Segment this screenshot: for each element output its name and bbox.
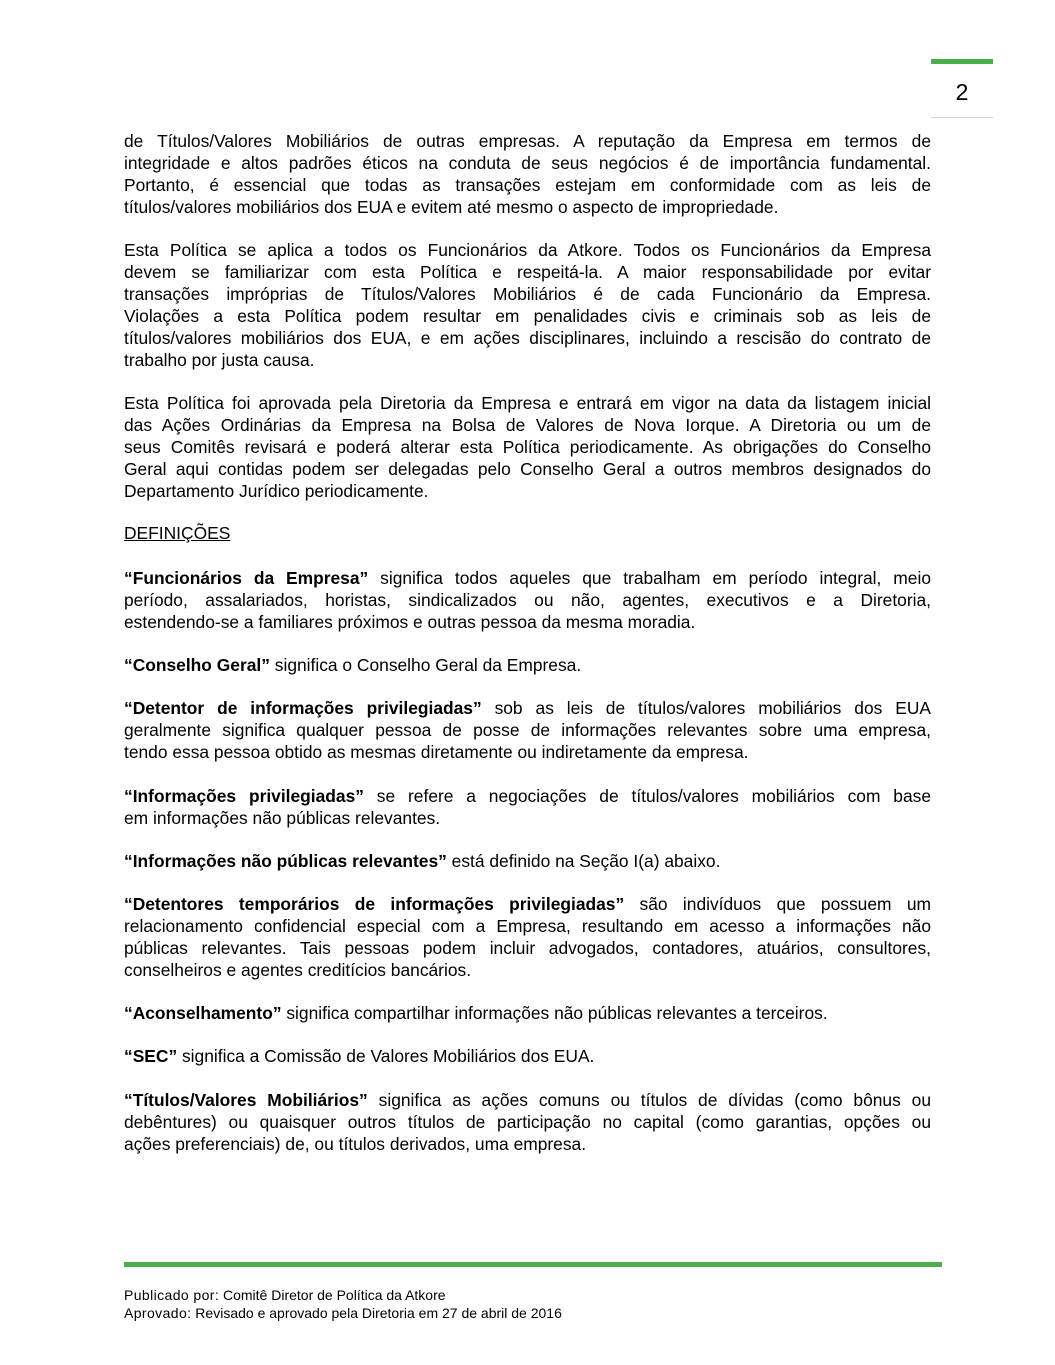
paragraph-3-line: Esta Política foi aprovada pela Diretoria da Empresa e entrará em vigor na data da listagem inicial <box>124 393 931 413</box>
definition-line: públicas relevantes. Tais pessoas podem incluir advogados, contadores, atuários, consultores, <box>124 938 931 958</box>
definition-line: geralmente significa qualquer pessoa de posse de informações relevantes sobre uma empresa, <box>124 720 931 740</box>
definition-term: “Detentor de informações privilegiadas” <box>124 698 482 718</box>
definition-line: tendo essa pessoa obtido as mesmas diretamente ou indiretamente da empresa. <box>124 742 749 762</box>
definition-term: “Títulos/Valores Mobiliários” <box>124 1090 368 1110</box>
paragraph-1-line: títulos/valores mobiliários dos EUA e evitem até mesmo o aspecto de impropriedade. <box>124 197 779 217</box>
paragraph-1-line: integridade e altos padrões éticos na conduta de seus negócios é de importância fundamental. <box>124 153 931 173</box>
definition-term: “Funcionários da Empresa” <box>124 568 369 588</box>
definition-first-line <box>124 1002 931 1024</box>
page-number: 2 <box>955 79 969 105</box>
definition-first-line <box>124 785 931 807</box>
definition-first-line <box>124 654 931 676</box>
paragraph-1-line: de Títulos/Valores Mobiliários de outras empresas. A reputação da Empresa em termos de <box>124 131 931 151</box>
footer-published-value: Comitê Diretor de Política da Atkore <box>219 1287 446 1303</box>
definition-first-line <box>124 1089 931 1111</box>
paragraph-3-line: das Ações Ordinárias da Empresa na Bolsa de Valores de Nova Iorque. A Diretoria ou um de <box>124 415 931 435</box>
definitions-heading: DEFINIÇÕES <box>124 523 231 543</box>
footer-approved-label: Aprovado: <box>124 1305 192 1321</box>
footer-approved-line <box>124 1304 942 1322</box>
paragraph-2-line: Violações a esta Política podem resultar em penalidades civis e criminais sob as leis de <box>124 306 931 326</box>
definition-line: conselheiros e agentes creditícios bancários. <box>124 960 472 980</box>
definition-text: significa todos aqueles que trabalham em período integral, meio <box>368 568 931 588</box>
definition-text: são indivíduos que possuem um <box>624 894 932 914</box>
definition-term: “Detentores temporários de informações privilegiadas” <box>124 894 625 914</box>
paragraph-2-line: títulos/valores mobiliários dos EUA, e em ações disciplinares, incluindo a rescisão do contrato de <box>124 328 931 348</box>
paragraph-2-line: devem se familiarizar com esta Política e respeitá-la. A maior responsabilidade por evitar <box>124 262 931 282</box>
definition-term: “Informações não públicas relevantes” <box>124 851 447 871</box>
paragraph-3-line: Departamento Jurídico periodicamente. <box>124 481 429 501</box>
definition-line: período, assalariados, horistas, sindicalizados ou não, agentes, executivos e a Diretoria, <box>124 590 931 610</box>
definition-term: “SEC” <box>124 1046 178 1066</box>
document-body <box>124 0 931 1240</box>
definition-text: sob as leis de títulos/valores mobiliários dos EUA <box>481 698 931 718</box>
footer-divider <box>124 1262 942 1267</box>
paragraph-3-line: seus Comitês revisará e poderá alterar esta Política periodicamente. As obrigações do Conselho <box>124 437 931 457</box>
page-number-divider <box>931 117 993 118</box>
definition-first-line <box>124 697 931 719</box>
definition-text: significa as ações comuns ou títulos de dívidas (como bônus ou <box>367 1090 931 1110</box>
definition-line: relacionamento confidencial especial com a Empresa, resultando em acesso a informações não <box>124 916 931 936</box>
definition-first-line <box>124 850 931 872</box>
paragraph-3-line: Geral aqui contidas podem ser delegadas pelo Conselho Geral a outros membros designados do <box>124 459 931 479</box>
definition-first-line <box>124 1045 931 1067</box>
definition-text: significa a Comissão de Valores Mobiliários dos EUA. <box>177 1046 595 1066</box>
paragraph-2-line: trabalho por justa causa. <box>124 350 315 370</box>
definition-first-line <box>124 567 931 589</box>
footer-approved-value: Revisado e aprovado pela Diretoria em 27 de abril de 2016 <box>191 1305 562 1321</box>
definition-line: estendendo-se a familiares próximos e outras pessoa da mesma moradia. <box>124 612 696 632</box>
definition-first-line <box>124 893 931 915</box>
definition-term: “Aconselhamento” <box>124 1003 282 1023</box>
paragraph-2-line: transações impróprias de Títulos/Valores Mobiliários é de cada Funcionário da Empresa. <box>124 284 931 304</box>
footer-published-line <box>124 1286 942 1304</box>
definition-term: “Informações privilegiadas” <box>124 786 364 806</box>
paragraph-1-line: Portanto, é essencial que todas as transações estejam em conformidade com as leis de <box>124 175 931 195</box>
definition-term: “Conselho Geral” <box>124 655 270 675</box>
definition-line: debêntures) ou quaisquer outros títulos de participação no capital (como garantias, opções ou <box>124 1112 931 1132</box>
page-number-accent-bar <box>931 59 993 64</box>
definition-line: ações preferenciais) de, ou títulos derivados, uma empresa. <box>124 1134 587 1154</box>
definition-text: significa o Conselho Geral da Empresa. <box>269 655 582 675</box>
footer-published-label: Publicado por: <box>124 1287 220 1303</box>
definition-text: se refere a negociações de títulos/valores mobiliários com base <box>363 786 931 806</box>
definition-line: em informações não públicas relevantes. <box>124 808 441 828</box>
paragraph-2-line: Esta Política se aplica a todos os Funcionários da Atkore. Todos os Funcionários da Empresa <box>124 240 931 260</box>
definition-text: significa compartilhar informações não públicas relevantes a terceiros. <box>281 1003 828 1023</box>
footer <box>124 1286 942 1322</box>
definition-text: está definido na Seção I(a) abaixo. <box>446 851 721 871</box>
